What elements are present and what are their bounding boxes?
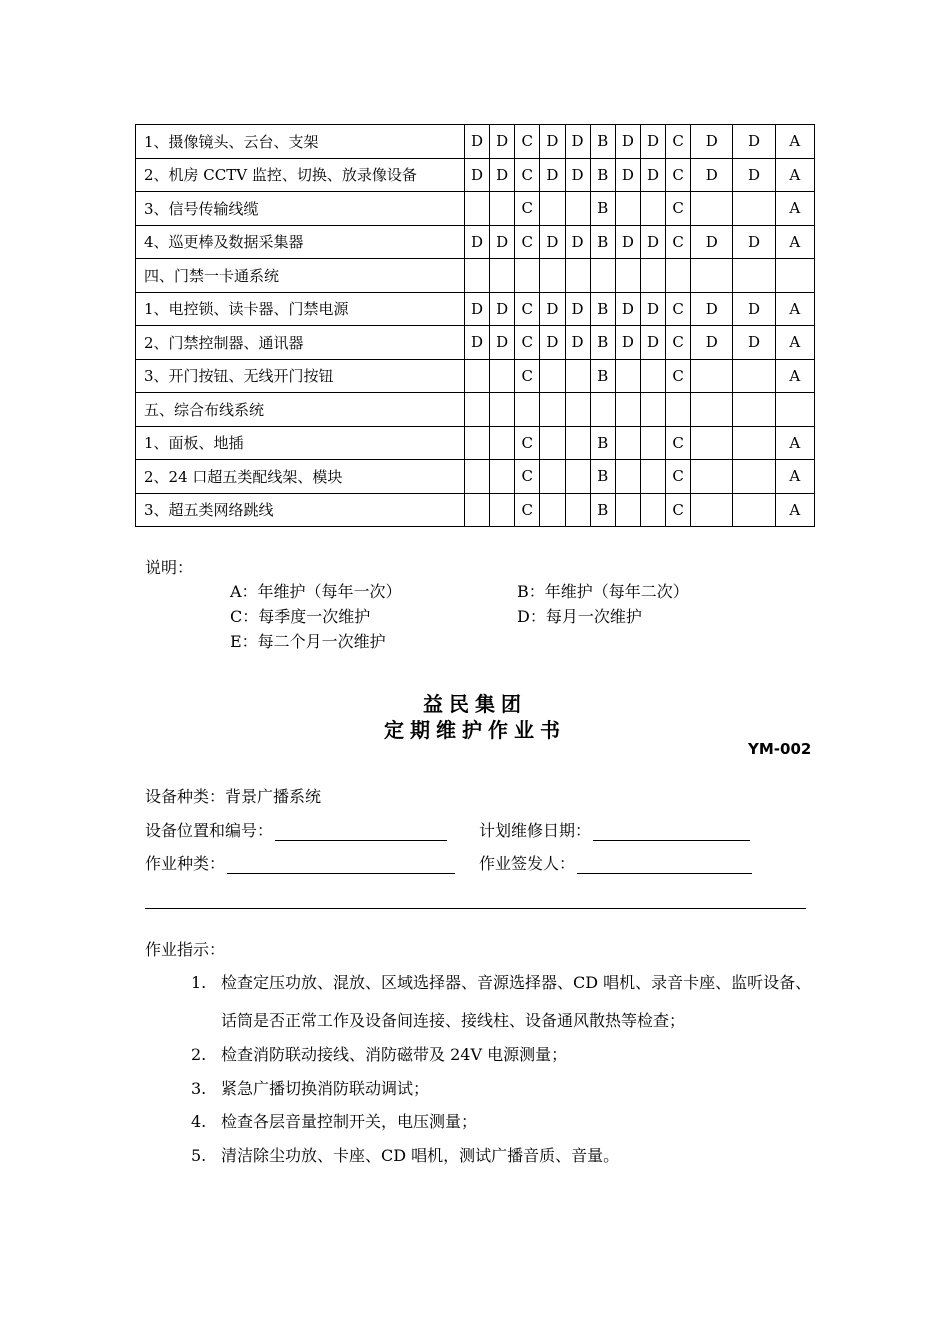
frequency-cell xyxy=(691,460,733,494)
frequency-cell xyxy=(640,192,665,226)
frequency-cell xyxy=(733,359,775,393)
frequency-cell: D xyxy=(565,292,590,326)
instruction-number: 4. xyxy=(191,1112,207,1131)
item-cell: 3、开门按钮、无线开门按钮 xyxy=(136,359,465,393)
frequency-cell: A xyxy=(775,192,814,226)
equipment-type xyxy=(145,784,321,807)
frequency-cell: D xyxy=(615,225,640,259)
legend-d: D：每月一次维护 xyxy=(517,607,642,626)
frequency-cell xyxy=(691,192,733,226)
frequency-cell: D xyxy=(565,326,590,360)
frequency-cell: D xyxy=(640,225,665,259)
frequency-cell: A xyxy=(775,493,814,527)
item-cell: 1、摄像镜头、云台、支架 xyxy=(136,125,465,159)
frequency-cell: B xyxy=(590,125,615,159)
instruction-text: 紧急广播切换消防联动调试； xyxy=(221,1079,430,1098)
frequency-cell: D xyxy=(733,158,775,192)
frequency-cell: D xyxy=(733,125,775,159)
frequency-cell: D xyxy=(464,225,489,259)
frequency-cell xyxy=(691,426,733,460)
frequency-cell: D xyxy=(640,326,665,360)
frequency-cell: D xyxy=(540,326,565,360)
frequency-cell xyxy=(565,259,590,293)
item-cell: 1、电控锁、读卡器、门禁电源 xyxy=(136,292,465,326)
frequency-cell: D xyxy=(540,125,565,159)
instruction-text: 话筒是否正常工作及设备间连接、接线柱、设备通风散热等检查； xyxy=(221,1011,686,1030)
frequency-cell: C xyxy=(515,426,540,460)
frequency-cell xyxy=(515,259,540,293)
item-cell: 2、24 口超五类配线架、模块 xyxy=(136,460,465,494)
frequency-cell: B xyxy=(590,359,615,393)
item-cell: 2、机房 CCTV 监控、切换、放录像设备 xyxy=(136,158,465,192)
frequency-cell: B xyxy=(590,225,615,259)
frequency-cell xyxy=(540,426,565,460)
frequency-cell: C xyxy=(515,460,540,494)
legend-b: B：年维护（每年二次） xyxy=(517,582,689,601)
frequency-cell xyxy=(540,359,565,393)
location-input-line[interactable] xyxy=(275,822,447,841)
frequency-cell xyxy=(490,359,515,393)
frequency-cell: A xyxy=(775,125,814,159)
frequency-cell xyxy=(615,259,640,293)
frequency-cell xyxy=(565,460,590,494)
frequency-cell xyxy=(515,393,540,427)
frequency-cell: D xyxy=(691,326,733,360)
frequency-cell xyxy=(490,426,515,460)
frequency-cell xyxy=(733,259,775,293)
frequency-cell: D xyxy=(490,326,515,360)
table-row xyxy=(136,225,815,259)
frequency-cell xyxy=(464,426,489,460)
instruction-text: 检查定压功放、混放、区域选择器、音源选择器、CD 唱机、录音卡座、监听设备、 xyxy=(221,973,812,992)
frequency-cell xyxy=(640,493,665,527)
instructions-title: 作业指示： xyxy=(145,940,226,959)
issuer-label: 作业签发人： xyxy=(479,854,576,873)
frequency-cell xyxy=(464,393,489,427)
frequency-cell: D xyxy=(464,326,489,360)
table-row xyxy=(136,158,815,192)
frequency-cell xyxy=(565,393,590,427)
frequency-cell: D xyxy=(733,225,775,259)
maintenance-schedule-table xyxy=(135,124,815,527)
work-type-field xyxy=(145,851,455,874)
frequency-cell: D xyxy=(691,125,733,159)
frequency-cell: C xyxy=(515,326,540,360)
table-row xyxy=(136,125,815,159)
frequency-cell: D xyxy=(565,225,590,259)
frequency-cell xyxy=(640,426,665,460)
item-cell: 2、门禁控制器、通讯器 xyxy=(136,326,465,360)
frequency-cell: C xyxy=(666,426,691,460)
table-row xyxy=(136,292,815,326)
frequency-cell: A xyxy=(775,158,814,192)
frequency-cell xyxy=(464,359,489,393)
frequency-cell: C xyxy=(515,359,540,393)
frequency-cell: C xyxy=(515,125,540,159)
frequency-cell xyxy=(490,493,515,527)
frequency-cell xyxy=(640,359,665,393)
table-row xyxy=(136,460,815,494)
legend-c: C：每季度一次维护 xyxy=(230,607,371,626)
instruction-item-4 xyxy=(191,1109,477,1132)
frequency-cell xyxy=(691,259,733,293)
frequency-cell: C xyxy=(515,158,540,192)
frequency-cell xyxy=(615,460,640,494)
frequency-cell xyxy=(464,493,489,527)
frequency-cell: C xyxy=(666,158,691,192)
frequency-cell xyxy=(615,359,640,393)
frequency-cell: D xyxy=(615,125,640,159)
frequency-cell: D xyxy=(490,158,515,192)
frequency-cell: C xyxy=(666,192,691,226)
frequency-cell: D xyxy=(490,125,515,159)
frequency-cell xyxy=(490,259,515,293)
item-cell: 3、信号传输线缆 xyxy=(136,192,465,226)
frequency-cell xyxy=(691,493,733,527)
frequency-cell: D xyxy=(565,158,590,192)
frequency-cell: B xyxy=(590,460,615,494)
frequency-cell xyxy=(464,192,489,226)
frequency-cell xyxy=(490,192,515,226)
frequency-cell: D xyxy=(464,158,489,192)
frequency-cell xyxy=(640,393,665,427)
frequency-cell xyxy=(565,192,590,226)
item-cell: 1、面板、地插 xyxy=(136,426,465,460)
item-cell: 3、超五类网络跳线 xyxy=(136,493,465,527)
frequency-cell xyxy=(691,393,733,427)
instruction-item-1-continued xyxy=(221,1008,685,1031)
frequency-cell xyxy=(540,393,565,427)
legend-e: E：每二个月一次维护 xyxy=(230,632,386,651)
frequency-cell: D xyxy=(733,292,775,326)
frequency-cell xyxy=(565,493,590,527)
frequency-cell: B xyxy=(590,192,615,226)
frequency-cell xyxy=(464,460,489,494)
frequency-cell: D xyxy=(615,158,640,192)
frequency-cell: D xyxy=(640,125,665,159)
plan-date-input-line[interactable] xyxy=(593,822,750,841)
frequency-cell: D xyxy=(640,158,665,192)
frequency-cell: C xyxy=(666,359,691,393)
table-row xyxy=(136,426,815,460)
frequency-cell: D xyxy=(490,292,515,326)
document-title: 定期维护作业书 xyxy=(384,718,566,742)
instruction-text: 检查各层音量控制开关，电压测量； xyxy=(221,1112,478,1131)
frequency-cell xyxy=(691,359,733,393)
frequency-cell: D xyxy=(540,158,565,192)
frequency-cell xyxy=(615,393,640,427)
frequency-cell: D xyxy=(640,292,665,326)
plan-date-label: 计划维修日期： xyxy=(479,821,592,840)
frequency-cell: A xyxy=(775,225,814,259)
table-row xyxy=(136,493,815,527)
instruction-number: 3. xyxy=(191,1079,207,1098)
legend-a: A：年维护（每年一次） xyxy=(230,582,402,601)
frequency-cell xyxy=(565,426,590,460)
instruction-number: 2. xyxy=(191,1045,207,1064)
frequency-cell: C xyxy=(515,292,540,326)
frequency-cell: D xyxy=(691,158,733,192)
frequency-cell: D xyxy=(464,125,489,159)
frequency-cell xyxy=(590,393,615,427)
frequency-cell: A xyxy=(775,326,814,360)
schedule-body xyxy=(136,125,815,527)
frequency-cell: C xyxy=(666,493,691,527)
table-row xyxy=(136,326,815,360)
frequency-cell xyxy=(490,460,515,494)
frequency-cell xyxy=(565,359,590,393)
frequency-cell: C xyxy=(666,326,691,360)
frequency-cell xyxy=(775,393,814,427)
frequency-cell: D xyxy=(540,225,565,259)
frequency-cell: C xyxy=(515,192,540,226)
company-name: 益民集团 xyxy=(423,692,527,716)
frequency-cell: A xyxy=(775,292,814,326)
instruction-item-2 xyxy=(191,1042,567,1065)
item-cell: 4、巡更棒及数据采集器 xyxy=(136,225,465,259)
frequency-cell: B xyxy=(590,493,615,527)
table-row xyxy=(136,192,815,226)
item-cell: 五、综合布线系统 xyxy=(136,393,465,427)
frequency-cell: D xyxy=(615,292,640,326)
frequency-cell: C xyxy=(515,225,540,259)
frequency-cell xyxy=(733,393,775,427)
frequency-cell: D xyxy=(615,326,640,360)
frequency-cell xyxy=(590,259,615,293)
frequency-cell xyxy=(733,493,775,527)
instruction-item-3 xyxy=(191,1076,429,1099)
frequency-cell xyxy=(666,259,691,293)
work-type-input-line[interactable] xyxy=(227,855,455,874)
frequency-cell: D xyxy=(691,292,733,326)
frequency-cell: B xyxy=(590,292,615,326)
frequency-cell xyxy=(666,393,691,427)
instruction-item-1 xyxy=(191,970,811,993)
equipment-type-text: 设备种类：背景广播系统 xyxy=(145,787,322,806)
frequency-cell: C xyxy=(666,292,691,326)
location-field xyxy=(145,818,447,841)
frequency-cell: C xyxy=(515,493,540,527)
frequency-cell xyxy=(615,192,640,226)
frequency-cell: D xyxy=(565,125,590,159)
frequency-cell xyxy=(490,393,515,427)
table-row xyxy=(136,259,815,293)
frequency-cell: C xyxy=(666,125,691,159)
frequency-cell: B xyxy=(590,158,615,192)
frequency-cell xyxy=(640,259,665,293)
frequency-cell xyxy=(615,493,640,527)
frequency-cell xyxy=(540,259,565,293)
frequency-cell: D xyxy=(490,225,515,259)
frequency-cell: D xyxy=(464,292,489,326)
table-row xyxy=(136,393,815,427)
frequency-cell: D xyxy=(540,292,565,326)
frequency-cell xyxy=(540,460,565,494)
frequency-cell xyxy=(615,426,640,460)
document-code: YM-002 xyxy=(748,740,812,758)
frequency-cell: B xyxy=(590,326,615,360)
instruction-number: 1. xyxy=(191,973,207,992)
instruction-number: 5. xyxy=(191,1146,207,1165)
frequency-cell xyxy=(640,460,665,494)
issuer-input-line[interactable] xyxy=(577,855,752,874)
frequency-cell xyxy=(464,259,489,293)
frequency-cell: B xyxy=(590,426,615,460)
frequency-cell: C xyxy=(666,225,691,259)
location-label: 设备位置和编号： xyxy=(145,821,274,840)
table-row xyxy=(136,359,815,393)
frequency-cell: A xyxy=(775,460,814,494)
divider xyxy=(145,908,806,909)
frequency-cell: A xyxy=(775,359,814,393)
frequency-cell: A xyxy=(775,426,814,460)
frequency-cell xyxy=(733,426,775,460)
frequency-cell: D xyxy=(733,326,775,360)
frequency-cell xyxy=(775,259,814,293)
instruction-item-5 xyxy=(191,1143,619,1166)
instruction-text: 检查消防联动接线、消防磁带及 24V 电源测量； xyxy=(221,1045,568,1064)
frequency-cell: C xyxy=(666,460,691,494)
work-type-label: 作业种类： xyxy=(145,854,226,873)
notes-title: 说明： xyxy=(145,558,194,577)
frequency-cell xyxy=(540,192,565,226)
frequency-cell xyxy=(733,192,775,226)
frequency-cell xyxy=(540,493,565,527)
plan-date-field xyxy=(479,818,750,841)
frequency-cell: D xyxy=(691,225,733,259)
item-cell: 四、门禁一卡通系统 xyxy=(136,259,465,293)
issuer-field xyxy=(479,851,752,874)
instruction-text: 清洁除尘功放、卡座、CD 唱机，测试广播音质、音量。 xyxy=(221,1146,620,1165)
frequency-cell xyxy=(733,460,775,494)
